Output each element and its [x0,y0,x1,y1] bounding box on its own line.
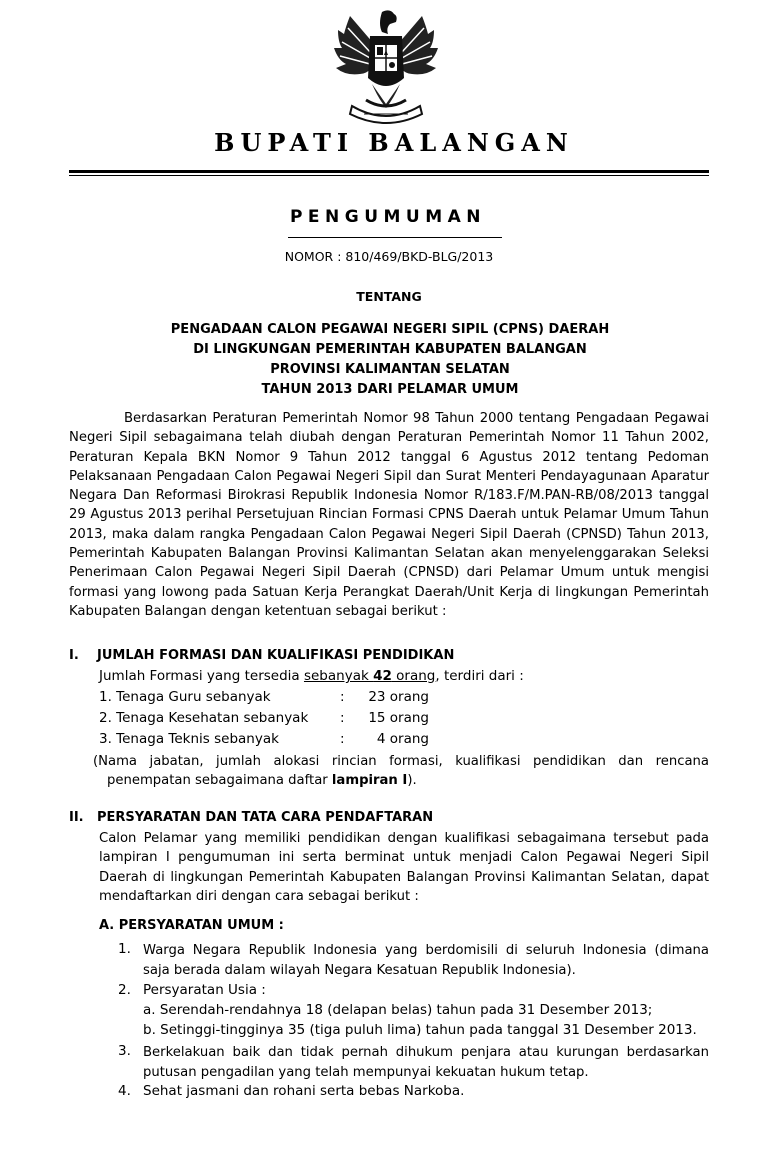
req-4-text: Sehat jasmani dan rohani serta bebas Narkoba. [143,1083,465,1099]
formasi-sep: : [340,689,345,705]
section-1-number: I. [69,648,79,663]
section-2-heading [69,810,433,825]
tentang-label: TENTANG [356,289,422,304]
note-text: penempatan sebagaimana daftar [107,773,332,789]
formasi-sep: : [340,731,345,747]
summary-underline-1: sebanyak [303,668,374,684]
req-3-number: 3. [118,1043,131,1059]
summary-text: Jumlah Formasi yang tersedia [99,668,304,684]
summary-underline-2: orang [391,668,436,684]
summary-text-end: , terdiri dari : [435,668,524,684]
req-1-line-1: Warga Negara Republik Indonesia yang berdomisili di seluruh Indonesia (dimana [143,943,709,958]
formasi-sep: : [340,710,345,726]
subject-block [100,320,680,400]
formasi-label: 1. Tenaga Guru sebanyak [99,689,271,705]
section-2-title: PERSYARATAN DAN TATA CARA PENDAFTARAN [97,810,434,825]
garuda-emblem-icon [330,8,442,126]
formasi-value: 4 orang [376,731,429,747]
section-2-number: II. [69,810,84,825]
note-end: ). [407,773,417,789]
req-2b: b. Setinggi-tingginya 35 (tiga puluh lima) tahun pada tanggal 31 Desember 2013. [143,1022,697,1038]
formasi-value: 15 orang [368,710,429,726]
req-2-text: Persyaratan Usia : [143,982,266,998]
section-2-intro: Calon Pelamar yang memiliki pendidikan dengan kualifikasi sebagaimana tersebut pada lampiran I pengumuman ini serta berminat untuk menjadi Calon Pegawai Negeri Sipil Daerah di lingkungan Pemerintah Kabupaten Balangan Provinsi Kalimantan Selatan, dapat mendaftarkan diri dengan cara sebagai berikut : [99,831,709,904]
formasi-note [93,752,709,791]
letterhead-rule-thin [69,175,709,176]
subject-line: TAHUN 2013 DARI PELAMAR UMUM [261,382,519,397]
total-count: 42 [373,668,392,684]
section-1-heading [69,648,454,663]
formasi-row [99,689,429,709]
title-underline [288,237,502,238]
document-title: PENGUMUMAN [289,207,487,227]
subject-line: PENGADAAN CALON PEGAWAI NEGERI SIPIL (CPNS) DAERAH [170,322,610,337]
intro-paragraph: Berdasarkan Peraturan Pemerintah Nomor 98 Tahun 2000 tentang Pengadaan Pegawai Negeri Sipil sebagaimana telah diubah dengan Peraturan Pemerintah Nomor 11 Tahun 2002, Peraturan Kepala BKN Nomor 9 Tahun 2012 tanggal 6 Agustus 2012 tentang Pedoman Pelaksanaan Pengadaan Calon Pegawai Negeri Sipil dan Surat Menteri Pendayagunaan Aparatur Negara Dan Reformasi Birokrasi Republik Indonesia Nomor R/183.F/M.PAN-RB/08/2013 tanggal 29 Agustus 2013 perihal Persetujuan Rincian Formasi CPNS Daerah untuk Pelamar Umum Tahun 2013, maka dalam rangka Pengadaan Calon Pegawai Negeri Sipil Daerah (CPNSD) Tahun 2013, Pemerintah Kabupaten Balangan Provinsi Kalimantan Selatan akan menyelenggarakan Seleksi Penerimaan Calon Pegawai Negeri Sipil Daerah (CPNSD) dari Pelamar Umum untuk mengisi formasi yang lowong pada Satuan Kerja Perangkat Daerah/Unit Kerja di lingkungan Pemerintah Kabupaten Balangan dengan ketentuan sebagai berikut : [69,411,709,619]
lampiran-reference: lampiran I [331,773,408,789]
req-3-line-1: Berkelakuan baik dan tidak pernah dihukum penjara atau kurungan berdasarkan [143,1045,709,1060]
formasi-label: 2. Tenaga Kesehatan sebanyak [99,710,309,726]
section-1-title: JUMLAH FORMASI DAN KUALIFIKASI PENDIDIKAN [97,648,455,663]
req-1-number: 1. [118,941,131,957]
req-4-number: 4. [118,1083,131,1099]
req-2-number: 2. [118,982,131,998]
document-number: NOMOR : 810/469/BKD-BLG/2013 [284,249,494,264]
subject-line: DI LINGKUNGAN PEMERINTAH KABUPATEN BALANGAN [193,342,587,357]
req-2a: a. Serendah-rendahnya 18 (delapan belas) tahun pada 31 Desember 2013; [143,1002,653,1018]
formasi-row [99,710,429,730]
req-3-line-2: putusan pengadilan yang telah mempunyai kekuatan hukum tetap. [143,1065,589,1080]
req-3-text [143,1043,709,1083]
formasi-row [99,731,429,751]
subject-line: PROVINSI KALIMANTAN SELATAN [270,362,510,377]
letterhead-institution: BUPATI BALANGAN [214,128,574,157]
req-1-line-2: saja berada dalam wilayah Negara Kesatuan Republik Indonesia). [143,963,576,978]
note-line-2 [93,771,709,790]
formasi-value: 23 orang [368,689,429,705]
req-1-text [143,941,709,981]
formasi-label: 3. Tenaga Teknis sebanyak [99,731,279,747]
subsection-a-heading: A. PERSYARATAN UMUM : [99,918,284,933]
note-line-1: (Nama jabatan, jumlah alokasi rincian formasi, kualifikasi pendidikan dan rencana [93,754,709,769]
formasi-summary [99,668,524,684]
letterhead-rule-thick [69,170,709,173]
